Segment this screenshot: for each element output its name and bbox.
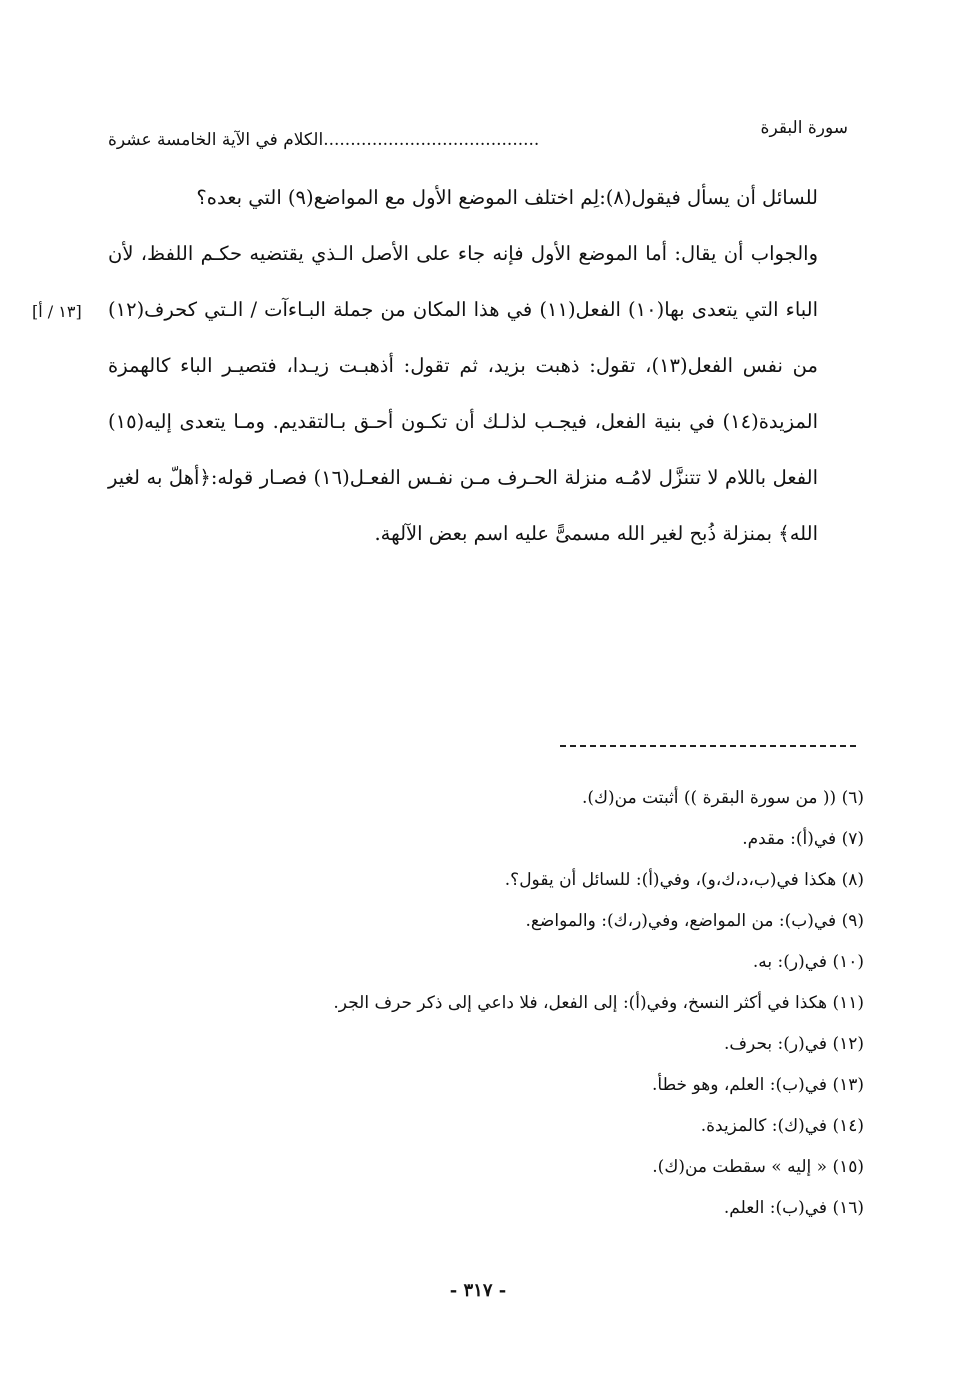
footnote-item: (١٠) في(ر): به. — [752, 952, 864, 972]
running-header — [108, 118, 848, 154]
main-text — [108, 170, 848, 562]
footnote-item: (٦) (( من سورة البقرة )) أثبتت من(ك). — [581, 788, 864, 808]
page-number: - ٣١٧ - — [449, 1280, 507, 1301]
footnotes-list — [108, 778, 864, 1229]
footnote-item: (٧) في(أ): مقدم. — [742, 829, 864, 849]
footnote-item: (١٢) في(ر): بحرف. — [724, 1034, 864, 1054]
question-paragraph: للسائل أن يسأل فيقول(٨):لِم اختلف الموضع الأول مع المواضع(٩) التي بعده؟ — [196, 186, 818, 209]
footnote-item: (١٥) « إليه » سقطت من(ك). — [652, 1157, 864, 1177]
footnote-item: (٨) هكذا في(ب،د،ك،و)، وفي(أ): للسائل أن يقول؟. — [504, 870, 864, 890]
header-section-title: ........................................الكلام في الآية الخامسة عشرة — [108, 130, 540, 150]
answer-paragraph: والجواب أن يقال: أما الموضع الأول فإنه جاء على الأصل الـذي يقتضيه حكـم اللفظ، لأن الباء التي يتعدى بها(١٠) الفعل(١١) في هذا المكان من جملة البـاءآت / الـتي كحرف(١٢) من نفس الفعل(١٣)، تقول: ذهبت بزيد، ثم تقول: أذهبـت زيـدا، فتصيـر الباء كالهمزة المزيدة(١٤) في بنية الفعل، فيجـب لذلـك أن تكـون أحـق بـالتقديم. ومـا يتعدى إليه(١٥) الفعل باللام لا تتنزَّل لامُـه منزلة الحـرف مـن نفـس الفعـل(١٦) فصـار قوله:﴿أهلّ به لغير الله﴾ بمنزلة ذُبح لغير الله مسمىًّ عليه اسم بعض الآلهة. — [108, 242, 819, 545]
footnote-item: (١٣) في(ب): العلم، وهو خطأ. — [652, 1075, 864, 1095]
manuscript-folio-marker: [١٣ / أ] — [32, 302, 82, 321]
footnote-item: (١١) هكذا في أكثر النسخ، وفي(أ): إلى الفعل، فلا داعي إلى ذكر حرف الجر. — [333, 993, 864, 1013]
footnote-item: (١٤) في(ك): كالمزيدة. — [700, 1116, 864, 1136]
footnote-separator — [560, 745, 856, 747]
footnote-item: (١٦) في(ب): العلم. — [723, 1198, 864, 1218]
header-surah-name: سورة البقرة — [760, 118, 848, 138]
footnote-item: (٩) في(ب): من المواضع، وفي(ر،ك): والمواضع. — [525, 911, 864, 931]
